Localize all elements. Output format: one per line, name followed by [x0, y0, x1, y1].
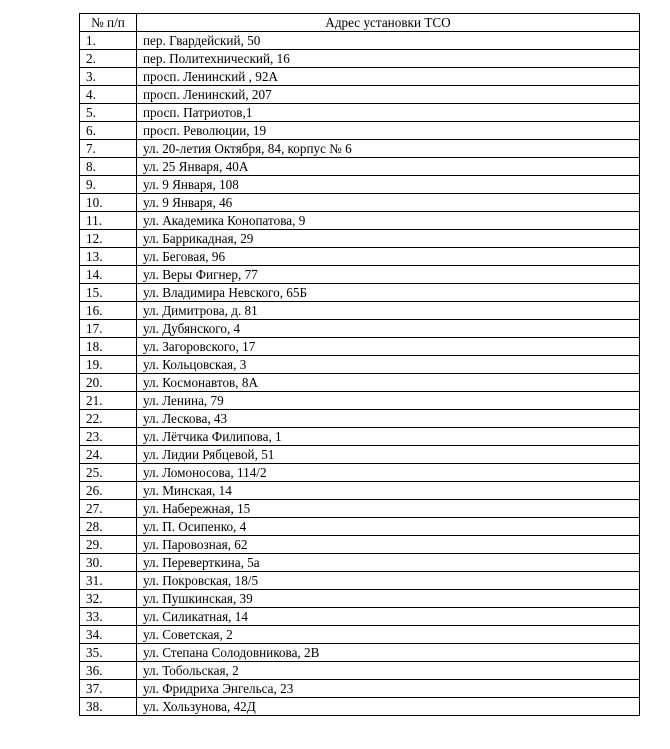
- row-address: ул. Кольцовская, 3: [137, 356, 640, 374]
- table-row: [80, 590, 640, 608]
- row-number: 21.: [80, 392, 137, 410]
- row-number: 31.: [80, 572, 137, 590]
- row-number: 7.: [80, 140, 137, 158]
- row-address: просп. Ленинский, 207: [137, 86, 640, 104]
- table-row: [80, 194, 640, 212]
- row-address: ул. Тобольская, 2: [137, 662, 640, 680]
- table-row: [80, 608, 640, 626]
- row-number: 6.: [80, 122, 137, 140]
- table-row: [80, 68, 640, 86]
- table-row: [80, 644, 640, 662]
- table-row: [80, 464, 640, 482]
- row-number: 14.: [80, 266, 137, 284]
- table-row: [80, 302, 640, 320]
- row-number: 37.: [80, 680, 137, 698]
- table-row: [80, 338, 640, 356]
- row-number: 18.: [80, 338, 137, 356]
- table-row: [80, 482, 640, 500]
- row-number: 29.: [80, 536, 137, 554]
- row-address: ул. Лидии Рябцевой, 51: [137, 446, 640, 464]
- table-row: [80, 158, 640, 176]
- row-address: пер. Гвардейский, 50: [137, 32, 640, 50]
- row-number: 25.: [80, 464, 137, 482]
- row-number: 11.: [80, 212, 137, 230]
- row-number: 1.: [80, 32, 137, 50]
- row-address: ул. Советская, 2: [137, 626, 640, 644]
- row-address: ул. Космонавтов, 8А: [137, 374, 640, 392]
- row-number: 26.: [80, 482, 137, 500]
- row-address: ул. Минская, 14: [137, 482, 640, 500]
- table-row: [80, 284, 640, 302]
- table-row: [80, 248, 640, 266]
- row-number: 30.: [80, 554, 137, 572]
- table-row: [80, 446, 640, 464]
- table-row: [80, 410, 640, 428]
- row-address: просп. Ленинский , 92А: [137, 68, 640, 86]
- row-address: ул. Силикатная, 14: [137, 608, 640, 626]
- header-row: [80, 14, 640, 32]
- row-number: 28.: [80, 518, 137, 536]
- row-number: 17.: [80, 320, 137, 338]
- row-number: 38.: [80, 698, 137, 716]
- table-row: [80, 680, 640, 698]
- row-address: ул. Димитрова, д. 81: [137, 302, 640, 320]
- table-row: [80, 698, 640, 716]
- row-address: ул. П. Осипенко, 4: [137, 518, 640, 536]
- row-address: ул. Лескова, 43: [137, 410, 640, 428]
- row-number: 15.: [80, 284, 137, 302]
- row-address: ул. Владимира Невского, 65Б: [137, 284, 640, 302]
- row-number: 5.: [80, 104, 137, 122]
- row-address: ул. Пушкинская, 39: [137, 590, 640, 608]
- row-address: ул. Веры Фигнер, 77: [137, 266, 640, 284]
- row-address: ул. Ломоносова, 114/2: [137, 464, 640, 482]
- row-number: 24.: [80, 446, 137, 464]
- row-number: 36.: [80, 662, 137, 680]
- table-row: [80, 536, 640, 554]
- row-address: пер. Политехнический, 16: [137, 50, 640, 68]
- row-number: 19.: [80, 356, 137, 374]
- row-address: ул. Загоровского, 17: [137, 338, 640, 356]
- row-address: ул. Покровская, 18/5: [137, 572, 640, 590]
- address-table: [79, 13, 640, 716]
- row-number: 27.: [80, 500, 137, 518]
- table-row: [80, 104, 640, 122]
- row-address: ул. Ленина, 79: [137, 392, 640, 410]
- row-address: просп. Патриотов,1: [137, 104, 640, 122]
- table-row: [80, 212, 640, 230]
- row-address: ул. 9 Января, 108: [137, 176, 640, 194]
- table-row: [80, 392, 640, 410]
- row-number: 34.: [80, 626, 137, 644]
- table-row: [80, 86, 640, 104]
- header-address: Адрес установки ТСО: [137, 14, 640, 32]
- row-address: ул. Академика Конопатова, 9: [137, 212, 640, 230]
- row-address: ул. Баррикадная, 29: [137, 230, 640, 248]
- row-number: 9.: [80, 176, 137, 194]
- table-row: [80, 626, 640, 644]
- table-row: [80, 266, 640, 284]
- row-address: ул. Лётчика Филипова, 1: [137, 428, 640, 446]
- row-number: 4.: [80, 86, 137, 104]
- row-number: 3.: [80, 68, 137, 86]
- row-address: ул. 9 Января, 46: [137, 194, 640, 212]
- table-row: [80, 662, 640, 680]
- row-number: 8.: [80, 158, 137, 176]
- table-row: [80, 572, 640, 590]
- row-number: 2.: [80, 50, 137, 68]
- table-row: [80, 230, 640, 248]
- table-row: [80, 140, 640, 158]
- row-address: ул. Хользунова, 42Д: [137, 698, 640, 716]
- row-number: 12.: [80, 230, 137, 248]
- row-address: ул. Беговая, 96: [137, 248, 640, 266]
- row-address: ул. Дубянского, 4: [137, 320, 640, 338]
- row-number: 22.: [80, 410, 137, 428]
- table-row: [80, 320, 640, 338]
- table-row: [80, 356, 640, 374]
- row-address: ул. Степана Солодовникова, 2В: [137, 644, 640, 662]
- row-address: просп. Революции, 19: [137, 122, 640, 140]
- row-number: 10.: [80, 194, 137, 212]
- row-number: 20.: [80, 374, 137, 392]
- table-row: [80, 50, 640, 68]
- row-number: 32.: [80, 590, 137, 608]
- table-row: [80, 518, 640, 536]
- row-number: 33.: [80, 608, 137, 626]
- header-num: № п/п: [80, 14, 137, 32]
- row-address: ул. Фридриха Энгельса, 23: [137, 680, 640, 698]
- table-row: [80, 500, 640, 518]
- row-address: ул. 20-летия Октября, 84, корпус № 6: [137, 140, 640, 158]
- row-number: 16.: [80, 302, 137, 320]
- table-row: [80, 374, 640, 392]
- table-row: [80, 428, 640, 446]
- row-address: ул. Набережная, 15: [137, 500, 640, 518]
- table-row: [80, 176, 640, 194]
- row-number: 35.: [80, 644, 137, 662]
- table-row: [80, 554, 640, 572]
- row-number: 13.: [80, 248, 137, 266]
- row-address: ул. Переверткина, 5а: [137, 554, 640, 572]
- row-address: ул. Паровозная, 62: [137, 536, 640, 554]
- row-address: ул. 25 Января, 40А: [137, 158, 640, 176]
- row-number: 23.: [80, 428, 137, 446]
- table-row: [80, 122, 640, 140]
- table-row: [80, 32, 640, 50]
